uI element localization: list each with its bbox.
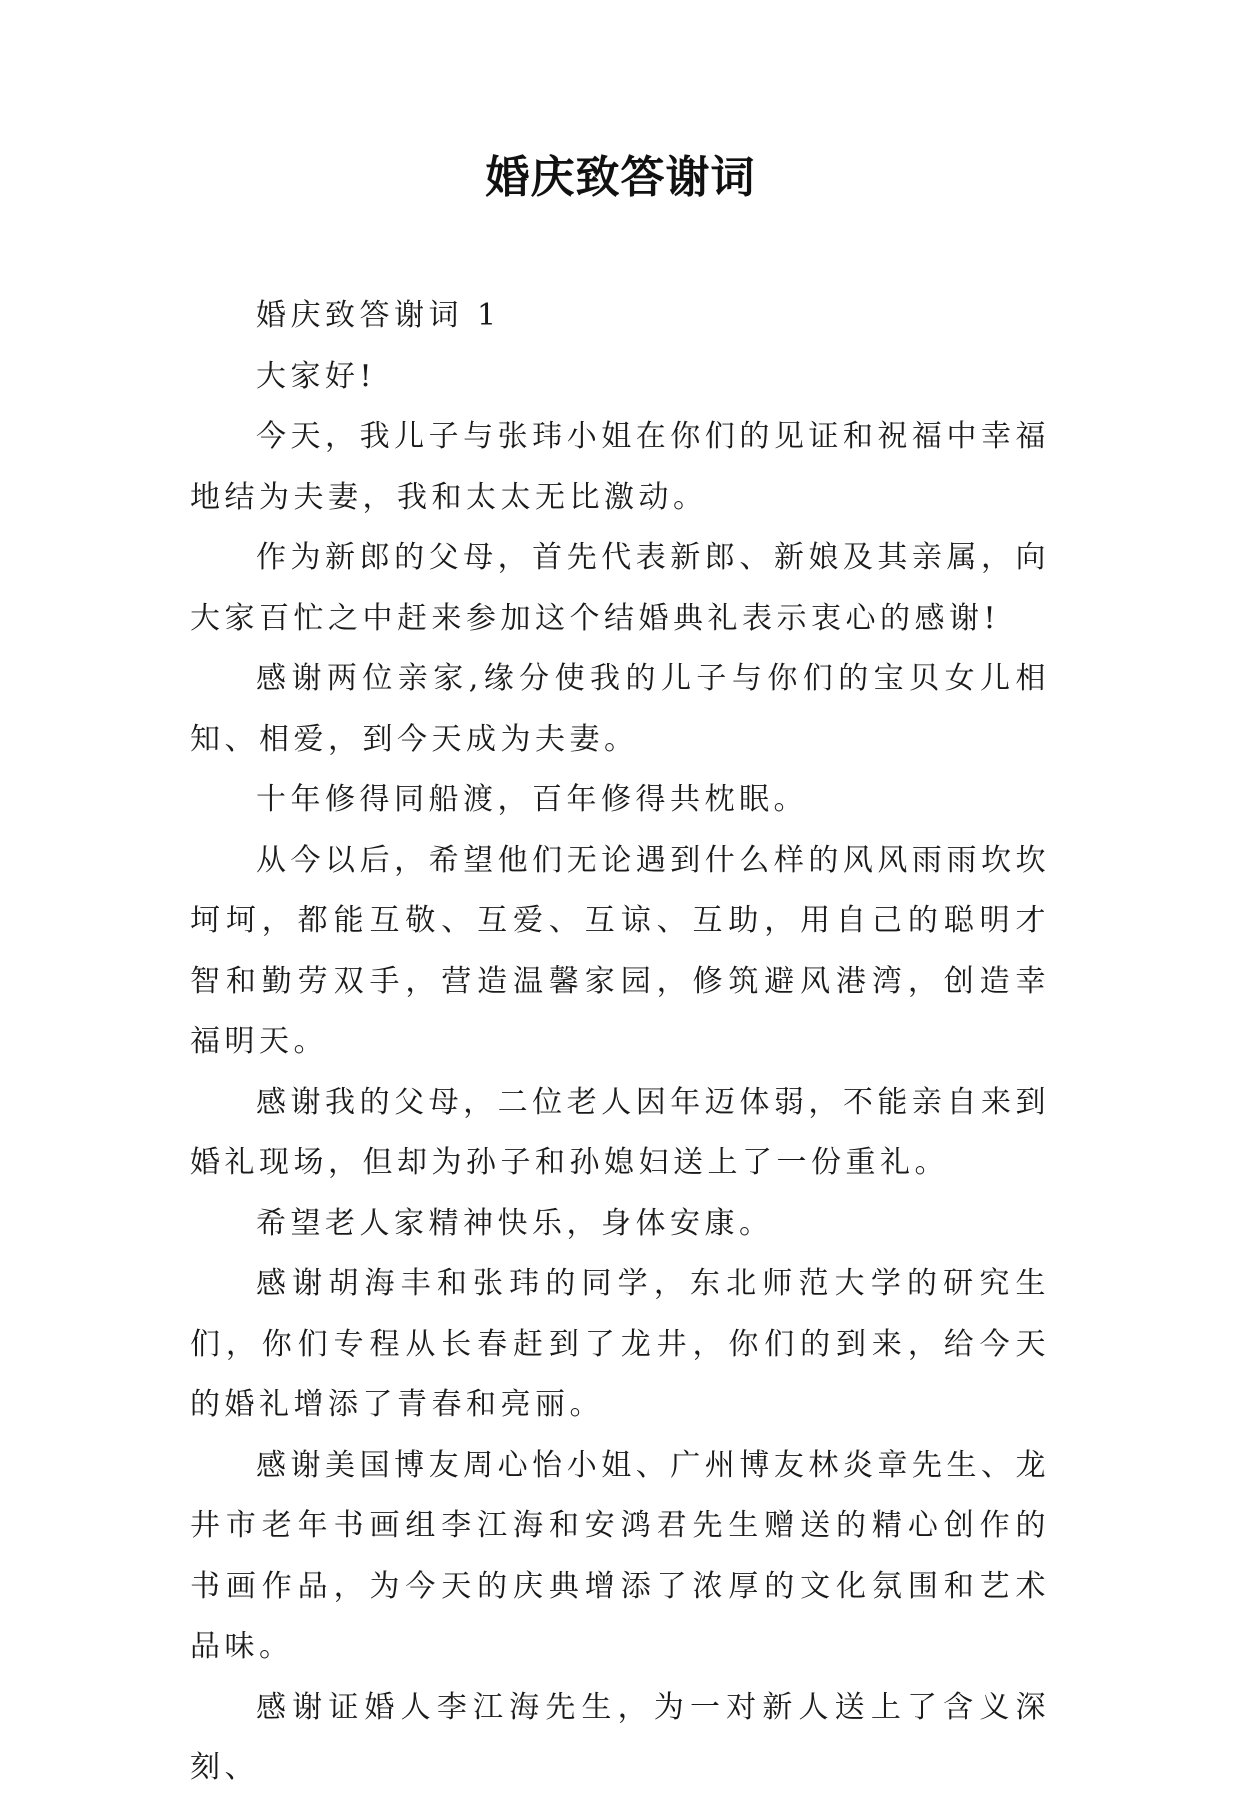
paragraph-heading: 婚庆致答谢词 1 — [256, 298, 501, 333]
paragraph-greeting: 大家好! — [256, 358, 377, 394]
paragraph: 感谢胡海丰和张玮的同学，东北师范大学的研究生们，你们专程从长春赶到了龙井，你们的到来，给今天的婚礼增添了青春和亮丽。 — [190, 1266, 1050, 1422]
paragraph: 感谢证婚人李江海先生，为一对新人送上了含义深刻、 — [190, 1689, 1050, 1785]
paragraph: 感谢美国博友周心怡小姐、广州博友林炎章先生、龙井市老年书画组李江海和安鸿君先生赠送的精心创作的书画作品，为今天的庆典增添了浓厚的文化氛围和艺术品味。 — [190, 1447, 1050, 1664]
paragraph: 感谢我的父母，二位老人因年迈体弱，不能亲自来到婚礼现场，但却为孙子和孙媳妇送上了一份重礼。 — [190, 1084, 1050, 1180]
paragraph: 今天，我儿子与张玮小姐在你们的见证和祝福中幸福地结为夫妻，我和太太无比激动。 — [190, 419, 1050, 515]
paragraph: 作为新郎的父母，首先代表新郎、新娘及其亲属，向大家百忙之中赶来参加这个结婚典礼表示衷心的感谢! — [190, 540, 1050, 636]
paragraph: 感谢两位亲家,缘分使我的儿子与你们的宝贝女儿相知、相爱，到今天成为夫妻。 — [190, 661, 1050, 757]
paragraph: 希望老人家精神快乐，身体安康。 — [256, 1205, 774, 1241]
document-title: 婚庆致答谢词 — [485, 152, 756, 203]
document-body — [190, 286, 1050, 1799]
paragraph: 从今以后，希望他们无论遇到什么样的风风雨雨坎坎坷坷，都能互敬、互爱、互谅、互助，用自己的聪明才智和勤劳双手，营造温馨家园，修筑避风港湾，创造幸福明天。 — [190, 842, 1050, 1059]
paragraph: 十年修得同船渡，百年修得共枕眠。 — [256, 782, 808, 817]
